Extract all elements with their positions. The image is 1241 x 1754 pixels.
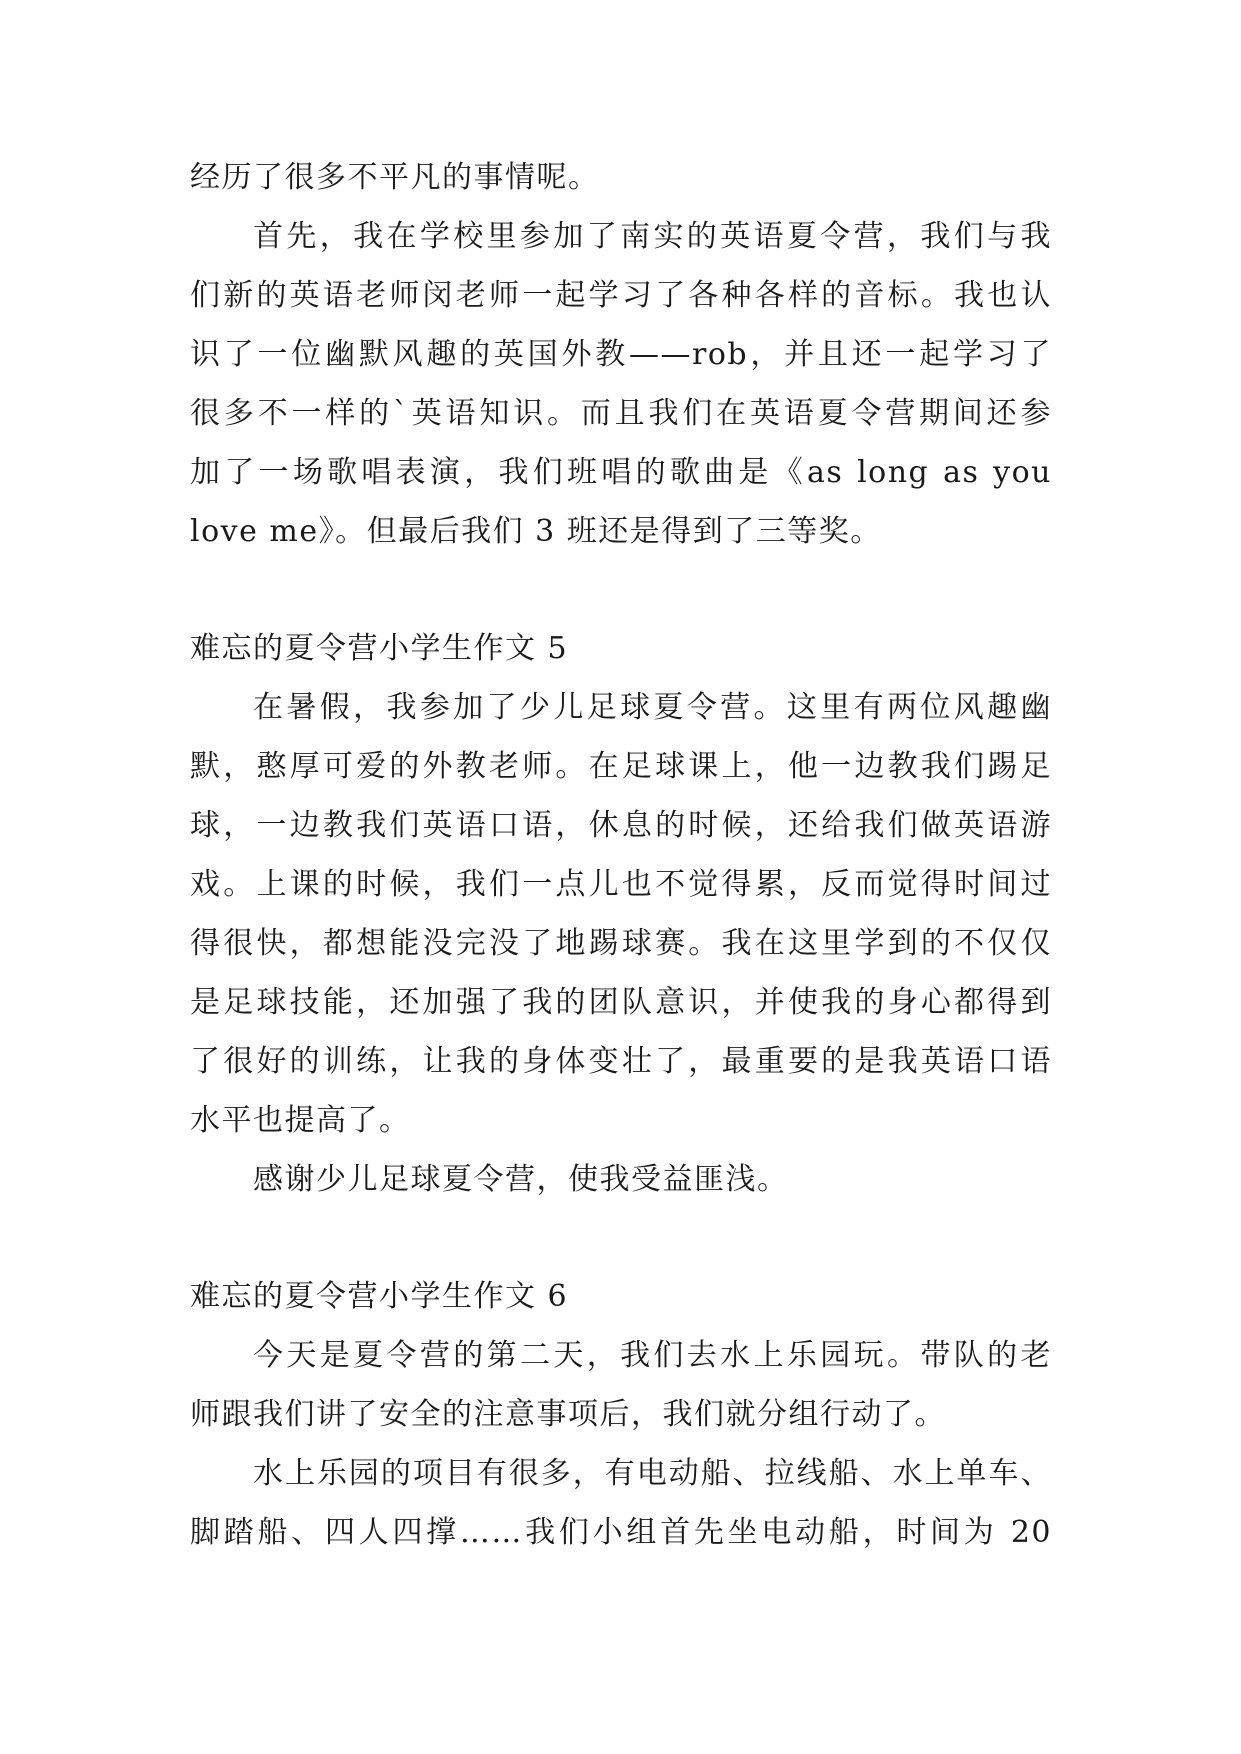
- paragraph-line: love me》。但最后我们 3 班还是得到了三等奖。: [190, 514, 882, 549]
- paragraph-line: 默，憨厚可爱的外教老师。在足球课上，他一边教我们踢足: [190, 749, 1052, 784]
- paragraph-line: 很多不一样的`英语知识。而且我们在英语夏令营期间还参: [190, 396, 1052, 431]
- paragraph-line: 戏。上课的时候，我们一点儿也不觉得累，反而觉得时间过: [190, 867, 1052, 902]
- section-spacer: [190, 1219, 1052, 1277]
- paragraph-line: 识了一位幽默风趣的英国外教——rob，并且还一起学习了: [190, 337, 1052, 372]
- paragraph-line: 水平也提高了。: [190, 1103, 411, 1138]
- paragraph-line: 得很快，都想能没完没了地踢球赛。我在这里学到的不仅仅: [190, 926, 1052, 961]
- section-spacer: [190, 571, 1052, 629]
- paragraph-line: 球，一边教我们英语口语，休息的时候，还给我们做英语游: [190, 808, 1052, 843]
- section-heading: 难忘的夏令营小学生作文 6: [190, 1279, 569, 1314]
- paragraph-line: 经历了很多不平凡的事情呢。: [190, 160, 600, 195]
- section-heading: 难忘的夏令营小学生作文 5: [190, 631, 569, 666]
- paragraph-line: 今天是夏令营的第二天，我们去水上乐园玩。带队的老: [253, 1338, 1052, 1373]
- document-body: [190, 158, 1052, 1572]
- paragraph-line: 师跟我们讲了安全的注意事项后，我们就分组行动了。: [190, 1397, 946, 1432]
- paragraph-line: 首先，我在学校里参加了南实的英语夏令营，我们与我: [253, 219, 1052, 254]
- paragraph-line: 们新的英语老师闵老师一起学习了各种各样的音标。我也认: [190, 278, 1052, 313]
- paragraph-line: 是足球技能，还加强了我的团队意识，并使我的身心都得到: [190, 985, 1052, 1020]
- paragraph-line: 了很好的训练，让我的身体变壮了，最重要的是我英语口语: [190, 1044, 1052, 1079]
- paragraph-line: 水上乐园的项目有很多，有电动船、拉线船、水上单车、: [253, 1456, 1052, 1491]
- paragraph-line: 感谢少儿足球夏令营，使我受益匪浅。: [253, 1162, 789, 1197]
- paragraph-line: 在暑假，我参加了少儿足球夏令营。这里有两位风趣幽: [253, 690, 1052, 725]
- paragraph-line: 脚踏船、四人四撑……我们小组首先坐电动船，时间为 20: [190, 1515, 1052, 1550]
- paragraph-line: 加了一场歌唱表演，我们班唱的歌曲是《as long as you: [190, 455, 1052, 490]
